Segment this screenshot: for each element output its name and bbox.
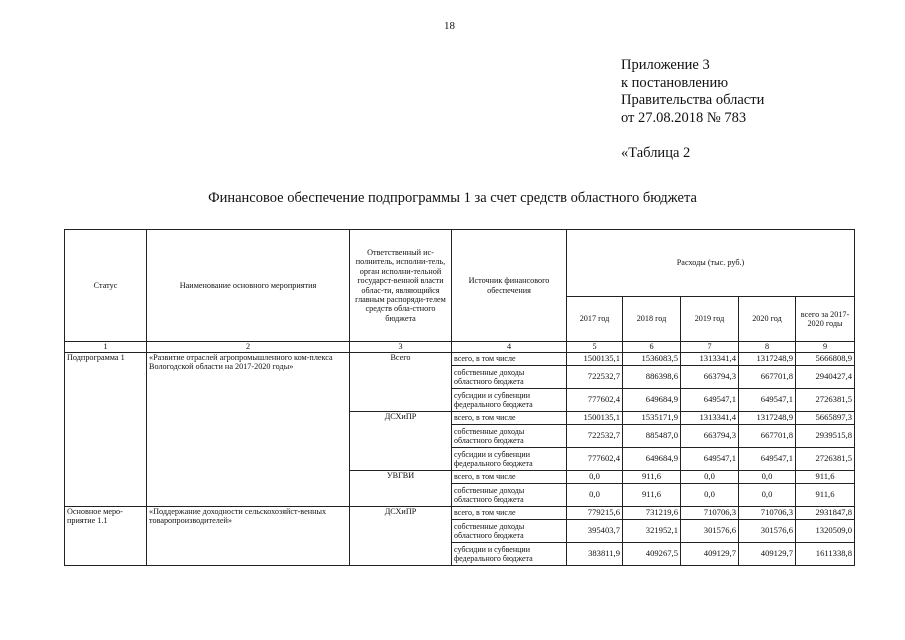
appendix-block bbox=[621, 57, 764, 127]
value-cell: 710706,3 bbox=[739, 507, 796, 520]
responsible-cell: ДСХиПР bbox=[350, 507, 452, 566]
value-cell: 649547,1 bbox=[681, 448, 739, 471]
header-year-2019: 2019 год bbox=[681, 297, 739, 342]
value-cell: 2726381,5 bbox=[796, 389, 855, 412]
value-cell: 1500135,1 bbox=[567, 412, 623, 425]
value-cell: 722532,7 bbox=[567, 425, 623, 448]
value-cell: 5666808,9 bbox=[796, 353, 855, 366]
source-cell: субсидии и субвенции федерального бюджета bbox=[452, 448, 567, 471]
appendix-line-4: от 27.08.2018 № 783 bbox=[621, 109, 747, 126]
column-index: 4 bbox=[452, 342, 567, 353]
table-row bbox=[65, 353, 855, 366]
value-cell: 911,6 bbox=[796, 484, 855, 507]
header-year-2017: 2017 год bbox=[567, 297, 623, 342]
appendix-line-3: Правительства области bbox=[621, 92, 765, 108]
value-cell: 0,0 bbox=[681, 471, 739, 484]
status-cell: Основное меро-приятие 1.1 bbox=[65, 507, 147, 566]
value-cell: 5665897,3 bbox=[796, 412, 855, 425]
table-mark: «Таблица 2 bbox=[621, 145, 691, 161]
value-cell: 911,6 bbox=[623, 484, 681, 507]
table-row bbox=[65, 507, 855, 520]
source-cell: всего, в том числе bbox=[452, 353, 567, 366]
page-number: 18 bbox=[444, 20, 455, 32]
source-cell: субсидии и субвенции федерального бюджета bbox=[452, 389, 567, 412]
value-cell: 0,0 bbox=[739, 471, 796, 484]
event-name-cell: «Поддержание доходности сельскохозяйст-венных товаропроизводителей» bbox=[147, 507, 350, 566]
value-cell: 409129,7 bbox=[739, 543, 796, 566]
value-cell: 649547,1 bbox=[739, 448, 796, 471]
value-cell: 301576,6 bbox=[739, 520, 796, 543]
value-cell: 1313341,4 bbox=[681, 412, 739, 425]
value-cell: 710706,3 bbox=[681, 507, 739, 520]
value-cell: 722532,7 bbox=[567, 366, 623, 389]
header-expenses: Расходы (тыс. руб.) bbox=[567, 230, 855, 297]
value-cell: 885487,0 bbox=[623, 425, 681, 448]
header-name: Наименование основного мероприятия bbox=[147, 230, 350, 342]
value-cell: 1500135,1 bbox=[567, 353, 623, 366]
source-cell: субсидии и субвенции федерального бюджета bbox=[452, 543, 567, 566]
value-cell: 2726381,5 bbox=[796, 448, 855, 471]
value-cell: 777602,4 bbox=[567, 389, 623, 412]
value-cell: 1317248,9 bbox=[739, 353, 796, 366]
source-cell: собственные доходы областного бюджета bbox=[452, 520, 567, 543]
responsible-cell: ДСХиПР bbox=[350, 412, 452, 471]
value-cell: 1611338,8 bbox=[796, 543, 855, 566]
value-cell: 2939515,8 bbox=[796, 425, 855, 448]
appendix-line-2: к постановлению bbox=[621, 74, 729, 91]
value-cell: 0,0 bbox=[567, 484, 623, 507]
value-cell: 911,6 bbox=[796, 471, 855, 484]
value-cell: 1313341,4 bbox=[681, 353, 739, 366]
document-title: Финансовое обеспечение подпрограммы 1 за счет средств областного бюджета bbox=[208, 190, 697, 206]
header-year-2020: 2020 год bbox=[739, 297, 796, 342]
value-cell: 1535171,9 bbox=[623, 412, 681, 425]
value-cell: 886398,6 bbox=[623, 366, 681, 389]
value-cell: 667701,8 bbox=[739, 425, 796, 448]
source-cell: всего, в том числе bbox=[452, 471, 567, 484]
column-index: 6 bbox=[623, 342, 681, 353]
value-cell: 2940427,4 bbox=[796, 366, 855, 389]
value-cell: 409129,7 bbox=[681, 543, 739, 566]
source-cell: собственные доходы областного бюджета bbox=[452, 425, 567, 448]
header-responsible: Ответственный ис-полнитель, исполни-тель, орган исполни-тельной государст-венной власти облас-ти, являющийся главным распоряди-телем средств обла-стного бюджета bbox=[350, 230, 452, 342]
column-index: 1 bbox=[65, 342, 147, 353]
column-index: 3 bbox=[350, 342, 452, 353]
value-cell: 1320509,0 bbox=[796, 520, 855, 543]
source-cell: собственные доходы областного бюджета bbox=[452, 366, 567, 389]
value-cell: 2931847,8 bbox=[796, 507, 855, 520]
column-index: 7 bbox=[681, 342, 739, 353]
value-cell: 663794,3 bbox=[681, 366, 739, 389]
value-cell: 777602,4 bbox=[567, 448, 623, 471]
header-source: Источник финансового обеспечения bbox=[452, 230, 567, 342]
status-cell: Подпрограмма 1 bbox=[65, 353, 147, 507]
value-cell: 1536083,5 bbox=[623, 353, 681, 366]
value-cell: 663794,3 bbox=[681, 425, 739, 448]
value-cell: 779215,6 bbox=[567, 507, 623, 520]
header-status: Статус bbox=[65, 230, 147, 342]
value-cell: 911,6 bbox=[623, 471, 681, 484]
header-total: всего за 2017-2020 годы bbox=[796, 297, 855, 342]
appendix-line-1: Приложение 3 bbox=[621, 57, 710, 73]
value-cell: 409267,5 bbox=[623, 543, 681, 566]
value-cell: 301576,6 bbox=[681, 520, 739, 543]
value-cell: 649547,1 bbox=[739, 389, 796, 412]
value-cell: 649547,1 bbox=[681, 389, 739, 412]
value-cell: 395403,7 bbox=[567, 520, 623, 543]
header-year-2018: 2018 год bbox=[623, 297, 681, 342]
event-name-cell: «Развитие отраслей агропромышленного ком-плекса Вологодской области на 2017-2020 годы» bbox=[147, 353, 350, 507]
value-cell: 383811,9 bbox=[567, 543, 623, 566]
value-cell: 0,0 bbox=[567, 471, 623, 484]
value-cell: 649684,9 bbox=[623, 448, 681, 471]
value-cell: 667701,8 bbox=[739, 366, 796, 389]
value-cell: 0,0 bbox=[739, 484, 796, 507]
value-cell: 1317248,9 bbox=[739, 412, 796, 425]
value-cell: 649684,9 bbox=[623, 389, 681, 412]
source-cell: всего, в том числе bbox=[452, 412, 567, 425]
source-cell: собственные доходы областного бюджета bbox=[452, 484, 567, 507]
responsible-cell: Всего bbox=[350, 353, 452, 412]
value-cell: 321952,1 bbox=[623, 520, 681, 543]
value-cell: 731219,6 bbox=[623, 507, 681, 520]
financing-table bbox=[64, 229, 855, 566]
responsible-cell: УВГВИ bbox=[350, 471, 452, 507]
value-cell: 0,0 bbox=[681, 484, 739, 507]
source-cell: всего, в том числе bbox=[452, 507, 567, 520]
column-index: 5 bbox=[567, 342, 623, 353]
column-index: 8 bbox=[739, 342, 796, 353]
column-index: 9 bbox=[796, 342, 855, 353]
column-index: 2 bbox=[147, 342, 350, 353]
